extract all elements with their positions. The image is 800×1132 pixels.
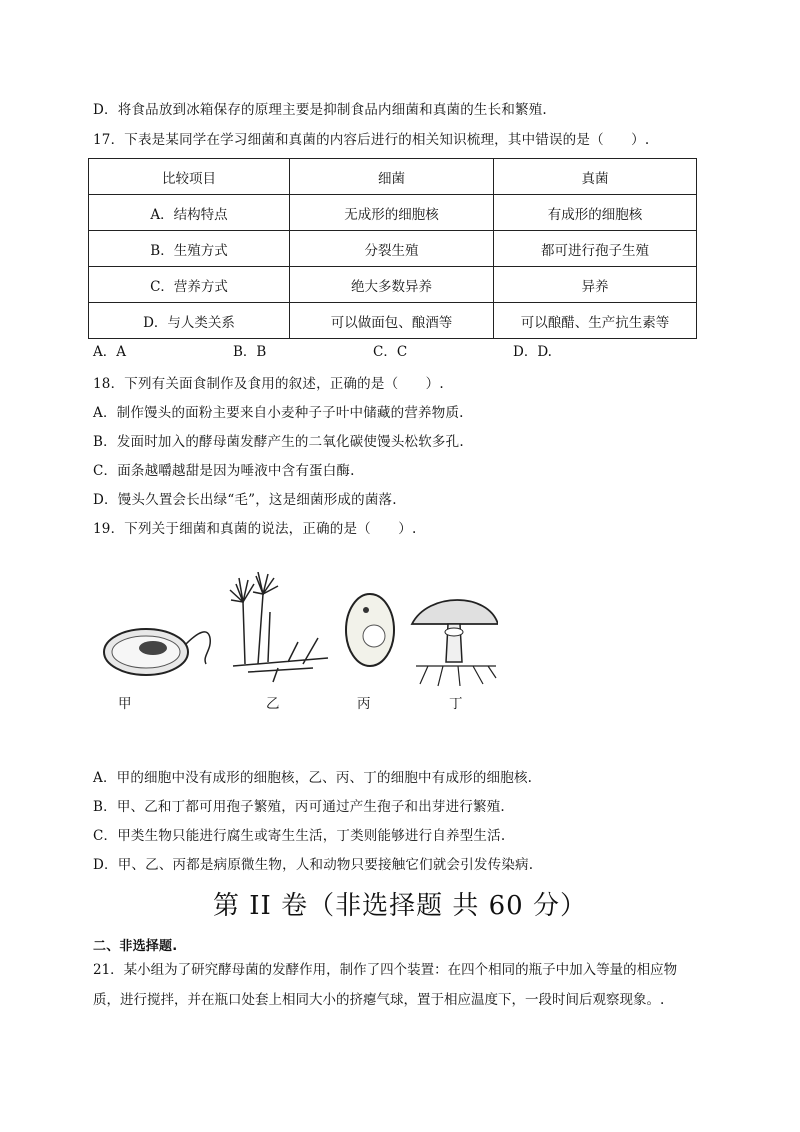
table-header-cell: 真菌 (494, 159, 697, 195)
table-header-cell: 比较项目 (89, 159, 290, 195)
q16-option-d: D．将食品放到冰箱保存的原理主要是抑制食品内细菌和真菌的生长和繁殖. (93, 102, 547, 118)
table-cell: A．结构特点 (89, 195, 290, 231)
figure-label-bing: 丙 (357, 696, 371, 712)
table-cell: 都可进行孢子生殖 (494, 231, 697, 267)
q18-option-a: A．制作馒头的面粉主要来自小麦种子子叶中储藏的营养物质. (93, 405, 464, 421)
question-21: 21．某小组为了研究酵母菌的发酵作用，制作了四个装置：在四个相同的瓶子中加入等量的相应物质，进行搅拌，并在瓶口处套上相同大小的挤瘪气球，置于相应温度下，一段时间后观察现象。. (93, 962, 678, 1008)
figure-label-jia: 甲 (118, 696, 132, 712)
table-cell: 异养 (494, 267, 697, 303)
table-cell: 有成形的细胞核 (494, 195, 697, 231)
table-row (89, 267, 697, 303)
q18-option-b: B．发面时加入的酵母菌发酵产生的二氧化碳使馒头松软多孔. (93, 434, 464, 450)
table-header-row (89, 159, 697, 195)
table-cell: 分裂生殖 (290, 231, 494, 267)
question-17: 17．下表是某同学在学习细菌和真菌的内容后进行的相关知识梳理，其中错误的是（ ）. (93, 132, 650, 148)
table-cell: D．与人类关系 (89, 303, 290, 339)
figure-label-yi: 乙 (266, 696, 280, 712)
table-cell: 可以酿醋、生产抗生素等 (494, 303, 697, 339)
comparison-table (88, 158, 697, 339)
q19-option-b: B．甲、乙和丁都可用孢子繁殖，丙可通过产生孢子和出芽进行繁殖. (93, 799, 505, 815)
question-19: 19．下列关于细菌和真菌的说法，正确的是（ ）. (93, 521, 417, 537)
section-title: 第 II 卷（非选择题 共 60 分） (213, 891, 587, 921)
table-row (89, 231, 697, 267)
table-row (89, 195, 697, 231)
table-cell: B．生殖方式 (89, 231, 290, 267)
yeast-drawing (346, 594, 394, 666)
table-header-cell: 细菌 (290, 159, 494, 195)
mold-drawing (230, 572, 328, 682)
q19-option-c: C．甲类生物只能进行腐生或寄生生活，丁类则能够进行自养型生活. (93, 828, 506, 844)
table-cell: 无成形的细胞核 (290, 195, 494, 231)
q17-option: C．C (373, 344, 408, 360)
q19-option-d: D．甲、乙、丙都是病原微生物，人和动物只要接触它们就会引发传染病. (93, 857, 534, 873)
q18-option-c: C．面条越嚼越甜是因为唾液中含有蛋白酶. (93, 463, 355, 479)
figure-label-ding: 丁 (449, 696, 463, 712)
section-heading: 二、非选择题. (93, 939, 178, 954)
q17-options (93, 340, 693, 360)
question-18: 18．下列有关面食制作及食用的叙述，正确的是（ ）. (93, 376, 444, 392)
microorganism-figure (98, 572, 498, 692)
q17-option: D．D. (513, 344, 552, 360)
table-cell: C．营养方式 (89, 267, 290, 303)
mushroom-drawing (412, 600, 498, 686)
q17-option: A．A (93, 344, 126, 360)
q19-option-a: A．甲的细胞中没有成形的细胞核，乙、丙、丁的细胞中有成形的细胞核. (93, 770, 533, 786)
table-row (89, 303, 697, 339)
table-cell: 绝大多数异养 (290, 267, 494, 303)
q17-option: B．B (233, 344, 267, 360)
bacterium-drawing (104, 629, 210, 675)
table-cell: 可以做面包、酿酒等 (290, 303, 494, 339)
q18-option-d: D．馒头久置会长出绿“毛”，这是细菌形成的菌落. (93, 492, 397, 508)
